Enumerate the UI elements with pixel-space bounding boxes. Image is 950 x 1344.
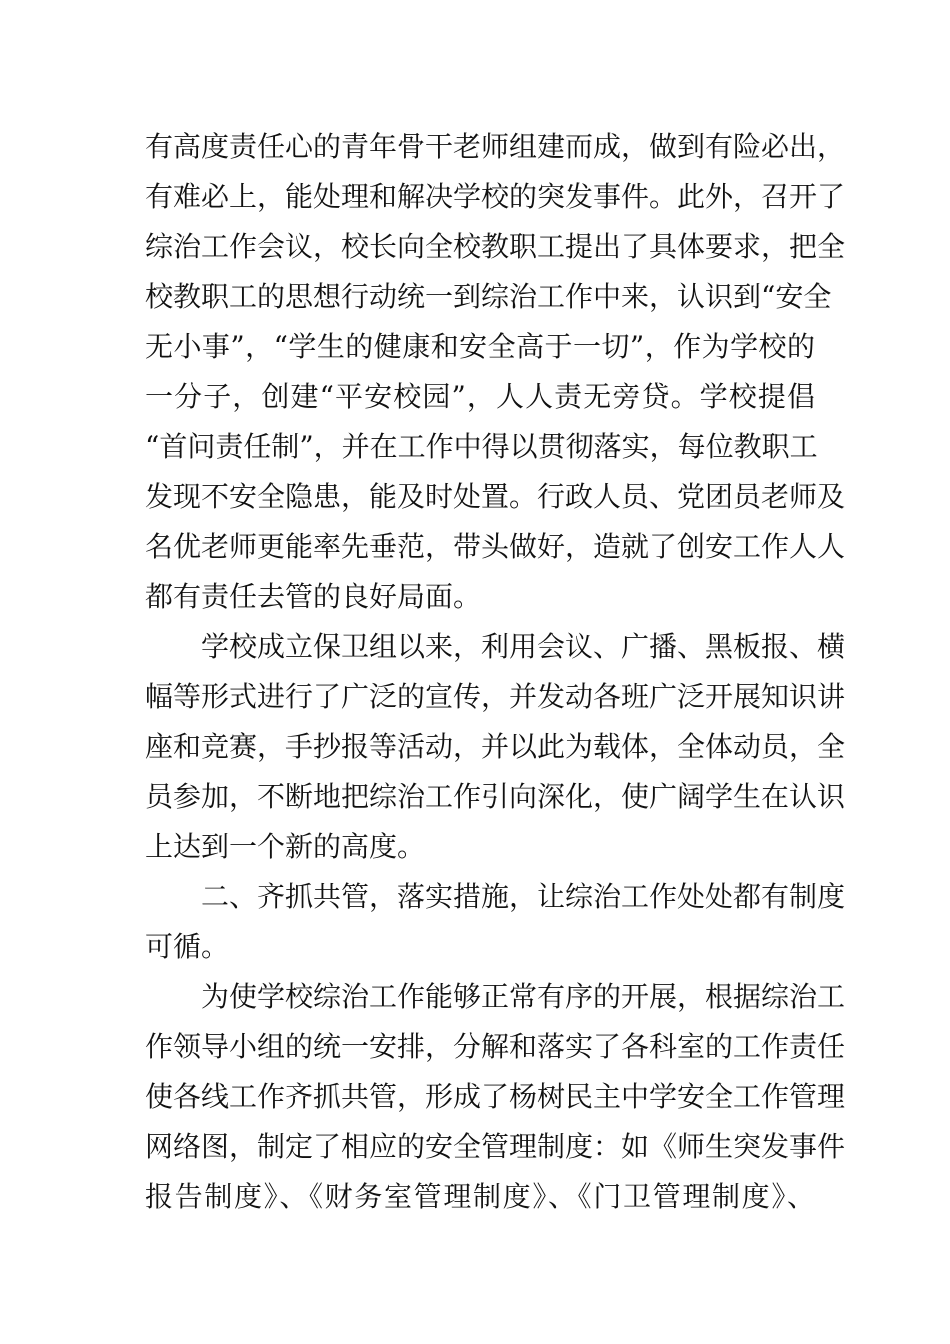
paragraph-first-line: 学校成立保卫组以来，利用会议、广播、黑板报、横 (201, 630, 846, 663)
text-line: 幅等形式进行了广泛的宣传，并发动各班广泛开展知识讲 (145, 680, 846, 713)
text-line: 校教职工的思想行动统一到综治工作中来，认识到“安全 (145, 280, 832, 313)
text-line: 发现不安全隐患，能及时处置。行政人员、党团员老师及 (145, 480, 846, 513)
text-line: 都有责任去管的良好局面。 (145, 580, 482, 613)
text-line: 名优老师更能率先垂范，带头做好，造就了创安工作人人 (145, 530, 846, 563)
text-line: 综治工作会议，校长向全校教职工提出了具体要求，把全 (145, 230, 846, 263)
text-line: 有难必上，能处理和解决学校的突发事件。此外，召开了 (145, 180, 846, 213)
text-line: 网络图，制定了相应的安全管理制度：如《师生突发事件 (145, 1130, 846, 1163)
text-line: 有高度责任心的青年骨干老师组建而成，做到有险必出， (145, 130, 846, 163)
text-line: 一分子，创建“平安校园”，人人责无旁贷。学校提倡 (145, 380, 815, 413)
text-line: 员参加，不断地把综治工作引向深化，使广阔学生在认识 (145, 780, 846, 813)
text-line: 作领导小组的统一安排，分解和落实了各科室的工作责任 (145, 1030, 846, 1063)
text-line: 无小事”，“学生的健康和安全高于一切”，作为学校的 (145, 330, 815, 363)
section-heading-continuation: 可循。 (145, 930, 230, 963)
document-body (145, 122, 846, 1222)
text-line: “首问责任制”，并在工作中得以贯彻落实，每位教职工 (145, 430, 818, 463)
text-line: 使各线工作齐抓共管，形成了杨树民主中学安全工作管理 (145, 1080, 846, 1113)
paragraph-first-line: 为使学校综治工作能够正常有序的开展，根据综治工 (201, 980, 846, 1013)
text-line: 上达到一个新的高度。 (145, 830, 426, 863)
section-heading: 二、齐抓共管，落实措施，让综治工作处处都有制度 (201, 880, 846, 913)
text-line: 座和竞赛，手抄报等活动，并以此为载体，全体动员，全 (145, 730, 846, 763)
text-line: 报告制度》、《财务室管理制度》、《门卫管理制度》、 (145, 1180, 815, 1213)
